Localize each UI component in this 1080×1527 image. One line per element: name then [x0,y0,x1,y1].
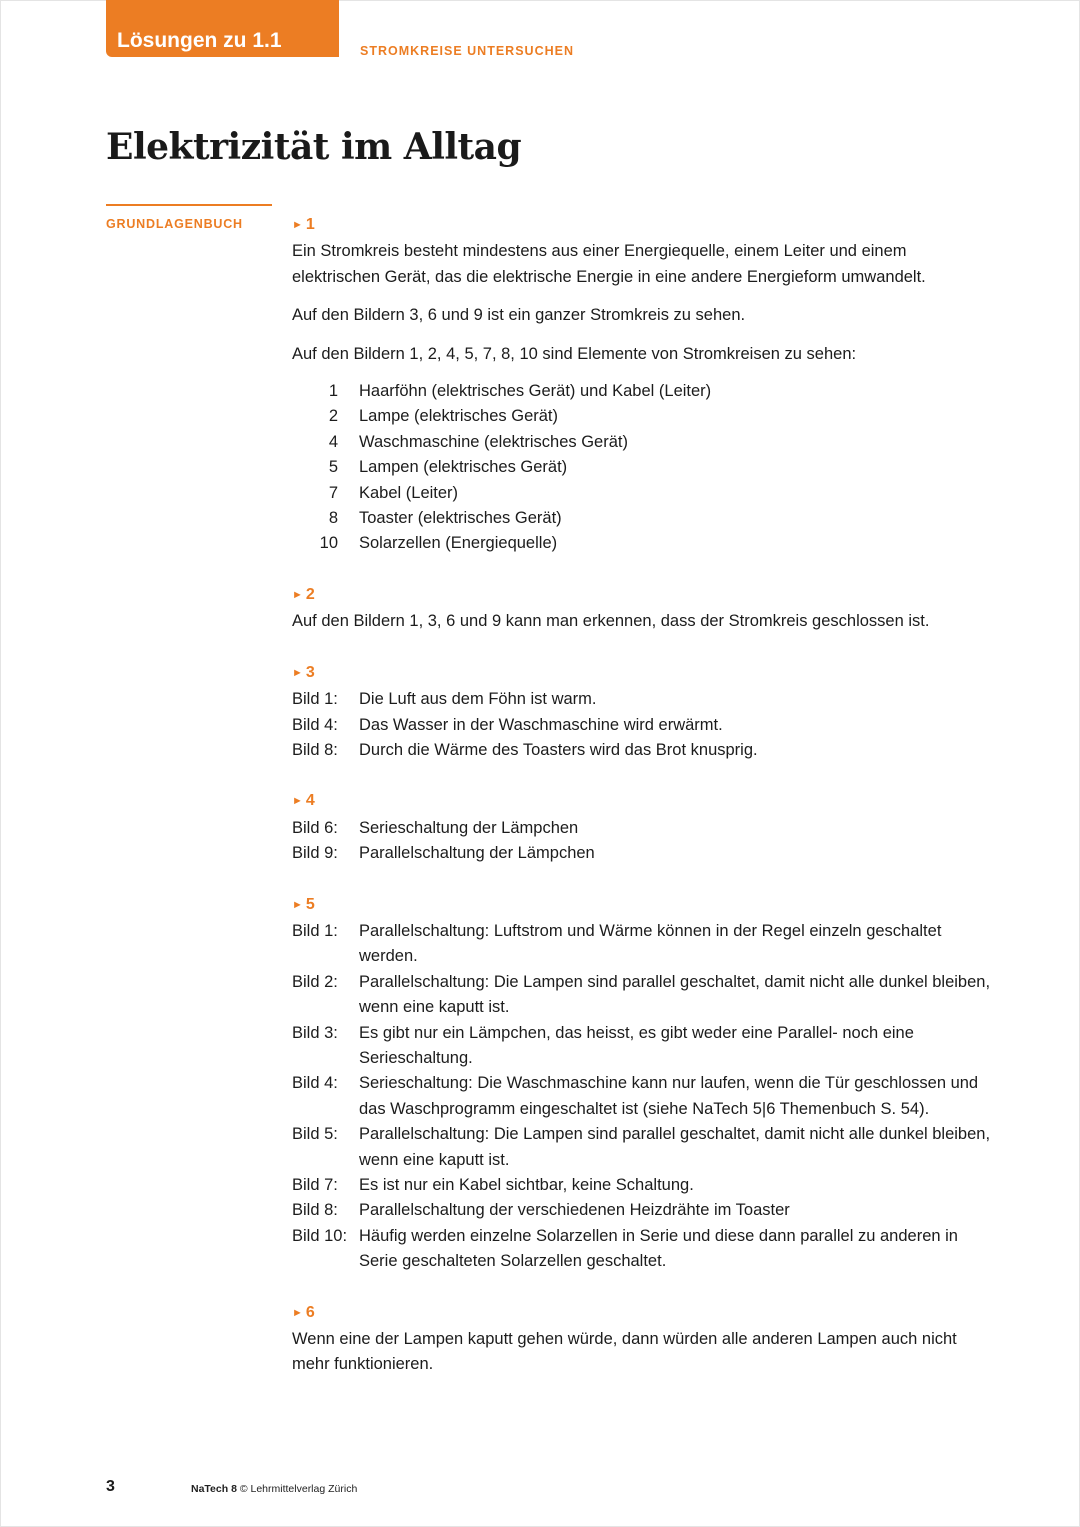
bild-row [292,1224,992,1275]
bild-list [292,919,992,1275]
item-text: Solarzellen (Energiequelle) [359,534,558,553]
task-2 [292,582,992,635]
item-text: Toaster (elektrisches Gerät) [359,509,562,528]
triangle-marker-icon: ► [292,898,303,911]
bild-label: Bild 6: [292,818,338,837]
bild-row [292,1122,992,1173]
bild-row [292,1071,992,1122]
task-4-number: 4 [305,792,315,810]
bild-text: Serieschaltung der Lämpchen [359,818,579,837]
bild-row [292,1021,992,1072]
bild-label: Bild 5: [292,1125,338,1144]
bild-label: Bild 8: [292,740,338,759]
bild-text: Häufig werden einzelne Solarzellen in Serie und diese dann parallel zu anderen in Serie geschalteten Solarzellen geschaltet. [359,1226,958,1271]
task-5-heading [292,892,992,919]
solutions-tab-label: Lösungen zu 1.1 [117,29,282,52]
task-1-paragraph: Ein Stromkreis besteht mindestens aus einer Energiequelle, einem Leiter und einem elektrischen Gerät, das die elektrische Energie in eine andere Energieform umwandelt. [292,242,926,286]
solutions-tab [106,0,339,57]
bild-row [292,970,992,1021]
bild-label: Bild 4: [292,1074,338,1093]
task-6-heading [292,1300,992,1327]
bild-row [292,687,992,712]
solutions-content [292,212,992,1378]
task-4-heading [292,788,992,815]
bild-label: Bild 10: [292,1226,348,1245]
page-title: Elektrizität im Alltag [106,126,522,168]
list-item [292,455,992,480]
list-item [292,404,992,429]
task-2-number: 2 [305,585,315,603]
bild-row [292,816,992,841]
bild-text: Parallelschaltung: Die Lampen sind parallel geschaltet, damit nicht alle dunkel bleiben, wenn eine kaputt ist. [359,1125,991,1169]
triangle-marker-icon: ► [292,666,303,679]
bild-row [292,1173,992,1198]
task-2-text: Auf den Bildern 1, 3, 6 und 9 kann man erkennen, dass der Stromkreis geschlossen ist. [292,612,930,631]
item-text: Waschmaschine (elektrisches Gerät) [359,432,628,451]
list-item [292,506,992,531]
item-number: 7 [328,483,338,502]
bild-label: Bild 1: [292,690,338,709]
task-3 [292,660,992,764]
item-number: 10 [319,534,338,553]
item-text: Lampe (elektrisches Gerät) [359,407,558,426]
task-6 [292,1300,992,1378]
bild-list [292,687,992,763]
triangle-marker-icon: ► [292,588,303,601]
task-5 [292,892,992,1275]
item-text: Lampen (elektrisches Gerät) [359,458,568,477]
footer-book: NaTech 8 [191,1483,237,1495]
bild-label: Bild 1: [292,921,338,940]
task-1-number: 1 [305,216,315,233]
bild-row [292,1198,992,1223]
item-number: 4 [328,432,338,451]
bild-row [292,713,992,738]
task-3-number: 3 [305,663,315,681]
bild-text: Parallelschaltung der verschiedenen Heizdrähte im Toaster [359,1201,790,1220]
bild-text: Es gibt nur ein Lämpchen, das heisst, es gibt weder eine Parallel- noch eine Serieschaltung. [359,1023,914,1067]
item-text: Haarföhn (elektrisches Gerät) und Kabel (Leiter) [359,382,712,401]
item-number: 2 [328,407,338,426]
bild-label: Bild 3: [292,1023,338,1042]
task-3-heading [292,660,992,687]
page-number: 3 [106,1478,115,1495]
triangle-marker-icon: ► [292,1306,303,1319]
bild-list [292,816,992,867]
bild-text: Parallelschaltung der Lämpchen [359,844,595,863]
bild-text: Parallelschaltung: Luftstrom und Wärme können in der Regel einzeln geschaltet werden. [359,921,942,966]
list-item [292,379,992,404]
bild-label: Bild 8: [292,1201,338,1220]
item-number: 1 [328,382,338,401]
task-1 [292,212,992,557]
sidebar-label: GRUNDLAGENBUCH [106,217,243,231]
bild-text: Parallelschaltung: Die Lampen sind parallel geschaltet, damit nicht alle dunkel bleiben, wenn eine kaputt ist. [359,972,991,1017]
bild-row [292,841,992,866]
element-list [292,379,992,557]
task-2-heading [292,582,992,609]
bild-label: Bild 2: [292,972,338,991]
task-4 [292,788,992,866]
bild-text: Serieschaltung: Die Waschmaschine kann nur laufen, wenn die Tür geschlossen und das Waschprogramm eingeschaltet ist (siehe NaTech 5|6 Themenbuch S. 54). [359,1074,979,1118]
bild-text: Die Luft aus dem Föhn ist warm. [359,690,597,709]
footer-credit [191,1483,357,1495]
bild-label: Bild 9: [292,844,338,863]
bild-text: Es ist nur ein Kabel sichtbar, keine Schaltung. [359,1176,694,1194]
task-5-number: 5 [305,895,315,913]
task-1-heading [292,212,992,239]
item-number: 8 [328,509,338,528]
footer-copyright: © Lehrmittelverlag Zürich [239,1483,358,1495]
task-6-text: Wenn eine der Lampen kaputt gehen würde, dann würden alle anderen Lampen auch nicht mehr funktionieren. [292,1330,957,1374]
item-number: 5 [328,458,338,477]
task-1-paragraph: Auf den Bildern 3, 6 und 9 ist ein ganzer Stromkreis zu sehen. [292,306,746,325]
sidebar-rule [106,204,272,206]
list-item [292,481,992,506]
bild-text: Das Wasser in der Waschmaschine wird erwärmt. [359,715,723,734]
chapter-heading: STROMKREISE UNTERSUCHEN [360,44,574,58]
bild-row [292,919,992,970]
triangle-marker-icon: ► [292,795,303,808]
bild-text: Durch die Wärme des Toasters wird das Brot knusprig. [359,740,758,759]
bild-label: Bild 7: [292,1176,338,1194]
bild-row [292,738,992,763]
item-text: Kabel (Leiter) [359,483,459,502]
task-6-number: 6 [305,1303,315,1321]
list-item [292,430,992,455]
task-1-paragraph: Auf den Bildern 1, 2, 4, 5, 7, 8, 10 sind Elemente von Stromkreisen zu sehen: [292,344,857,363]
triangle-marker-icon: ► [292,219,303,231]
list-item [292,531,992,556]
bild-label: Bild 4: [292,715,338,734]
